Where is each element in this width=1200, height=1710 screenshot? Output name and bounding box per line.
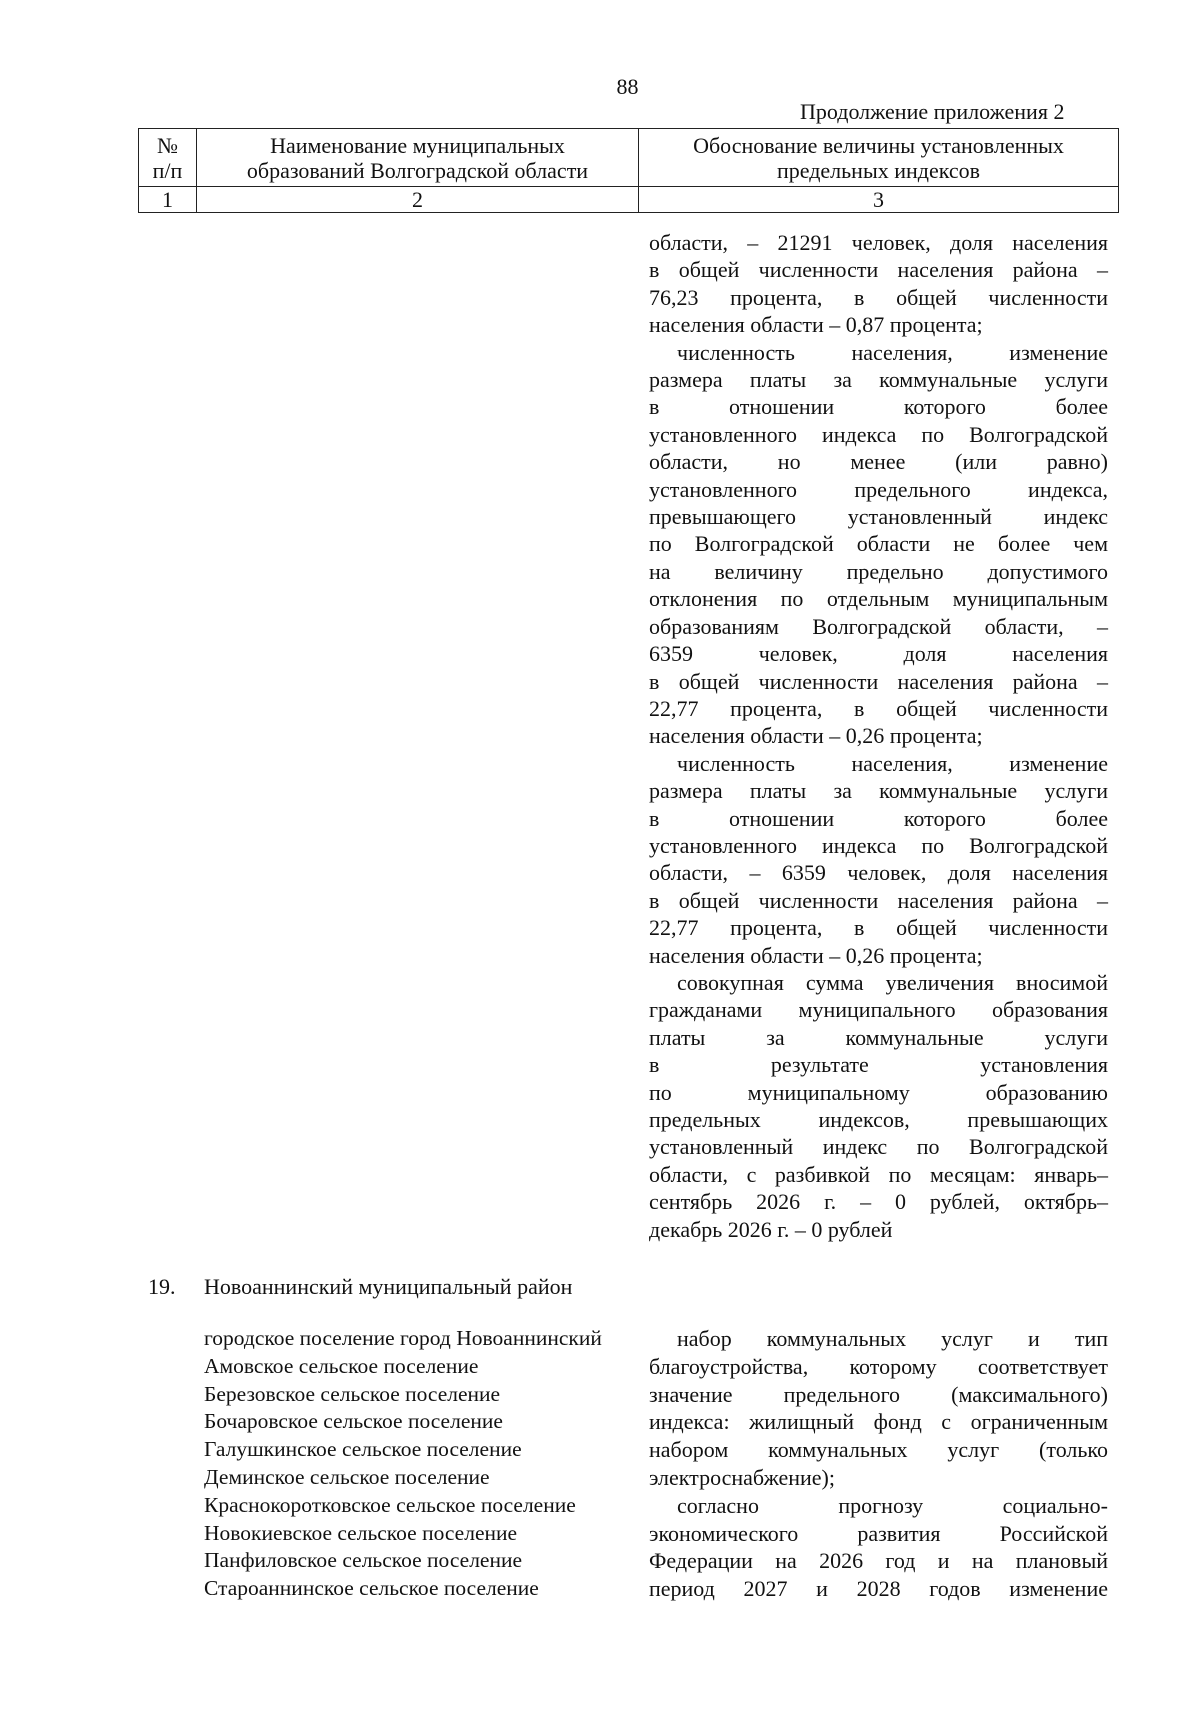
- col3-header-line: Обоснование величины установленных: [693, 132, 1064, 158]
- text-line: сентябрь 2026 г. – 0 рублей, октябрь–: [649, 1189, 1108, 1215]
- paragraph: [649, 229, 1108, 339]
- text-line: 22,77 процента, в общей численности: [649, 695, 1108, 721]
- item-number: 19.: [148, 1274, 176, 1299]
- column-number-row: [139, 187, 1119, 213]
- list-item: Панфиловское сельское поселение: [204, 1548, 523, 1573]
- text-line: платы за коммунальные услуги: [649, 1024, 1108, 1050]
- text-line: установленного индекса по Волгоградской: [649, 832, 1108, 858]
- text-line: на величину предельно допустимого: [649, 558, 1108, 584]
- text-line: в общей численности населения района –: [649, 668, 1108, 694]
- text-line: установленного предельного индекса,: [649, 476, 1108, 502]
- text-line: период 2027 и 2028 годов изменение: [649, 1576, 1108, 1602]
- col2-header-line: Наименование муниципальных: [270, 132, 565, 158]
- settlement-list: [204, 1325, 602, 1603]
- text-line: в общей численности населения района –: [649, 887, 1108, 913]
- text-line: гражданами муниципального образования: [649, 997, 1108, 1023]
- list-item: Староаннинское сельское поселение: [204, 1576, 539, 1601]
- column3-continuation: [649, 229, 1108, 1243]
- text-line: области, – 21291 человек, доля населения: [649, 230, 1108, 255]
- col1-header-line: №: [157, 132, 178, 158]
- text-line: экономического развития Российской: [649, 1520, 1108, 1546]
- text-line: установленного индекса по Волгоградской: [649, 421, 1108, 447]
- paragraph: [649, 339, 1108, 750]
- col-number-3: 3: [639, 187, 1119, 213]
- text-line: отклонения по отдельным муниципальным: [649, 586, 1108, 612]
- paragraph: [649, 1325, 1108, 1492]
- text-line: области, с разбивкой по месяцам: январь–: [649, 1161, 1108, 1187]
- col2-header-line: образований Волгоградской области: [246, 157, 589, 183]
- header-table: [138, 128, 1119, 213]
- list-item: Березовское сельское поселение: [204, 1381, 501, 1406]
- text-line: превышающего установленный индекс: [649, 504, 1108, 530]
- list-item: Галушкинское сельское поселение: [204, 1437, 522, 1462]
- text-line: 6359 человек, доля населения: [649, 641, 1108, 667]
- text-line: индекса: жилищный фонд с ограниченным: [649, 1409, 1108, 1435]
- text-line: области, – 6359 человек, доля населения: [649, 860, 1108, 886]
- text-line: по муниципальному образованию: [649, 1079, 1108, 1105]
- text-line: установленный индекс по Волгоградской: [649, 1134, 1108, 1160]
- text-line: 76,23 процента, в общей численности: [649, 284, 1108, 310]
- col1-header: [139, 129, 197, 187]
- text-line: населения области – 0,26 процента;: [649, 942, 983, 968]
- col1-header-line: п/п: [152, 157, 183, 183]
- text-line: области, но менее (или равно): [649, 449, 1108, 475]
- municipality-name: Новоаннинский муниципальный район: [204, 1274, 573, 1299]
- text-line: населения области – 0,26 процента;: [649, 723, 983, 749]
- list-item: Новокиевское сельское поселение: [204, 1520, 518, 1545]
- continuation-label: Продолжение приложения 2: [800, 99, 1065, 124]
- paragraph: [649, 750, 1108, 969]
- text-line: согласно прогнозу социально-: [677, 1492, 1108, 1518]
- paragraph: [649, 969, 1108, 1243]
- text-line: набор коммунальных услуг и тип: [677, 1326, 1108, 1351]
- list-item: Деминское сельское поселение: [204, 1464, 490, 1489]
- col-number-1: 1: [139, 187, 197, 213]
- text-line: размера платы за коммунальные услуги: [649, 778, 1108, 804]
- text-line: совокупная сумма увеличения вносимой: [677, 969, 1108, 995]
- text-line: набором коммунальных услуг (только: [649, 1437, 1108, 1463]
- paragraph: [649, 1492, 1108, 1603]
- col-number-2: 2: [197, 187, 639, 213]
- text-line: в общей численности населения района –: [649, 257, 1108, 283]
- text-line: численность населения, изменение: [677, 339, 1108, 365]
- text-line: благоустройства, которому соответствует: [649, 1353, 1108, 1379]
- text-line: в результате установления: [649, 1052, 1108, 1078]
- item-19-justification: [649, 1325, 1108, 1603]
- list-item: Бочаровское сельское поселение: [204, 1409, 503, 1434]
- list-item: Амовское сельское поселение: [204, 1353, 479, 1378]
- text-line: значение предельного (максимального): [649, 1381, 1108, 1407]
- list-item: Краснокоротковское сельское поселение: [204, 1492, 576, 1517]
- col3-header-line: предельных индексов: [776, 157, 981, 183]
- text-line: предельных индексов, превышающих: [649, 1107, 1108, 1132]
- text-line: Федерации на 2026 год и на плановый: [649, 1548, 1108, 1574]
- text-line: в отношении которого более: [649, 805, 1108, 831]
- text-line: в отношении которого более: [649, 394, 1108, 420]
- text-line: численность населения, изменение: [677, 750, 1108, 776]
- text-line: 22,77 процента, в общей численности: [649, 915, 1108, 941]
- header-row: [139, 129, 1119, 187]
- text-line: электроснабжение);: [649, 1464, 835, 1490]
- text-line: населения области – 0,87 процента;: [649, 312, 983, 338]
- col2-header: [197, 129, 639, 187]
- list-item: городское поселение город Новоаннинский: [204, 1326, 602, 1350]
- text-line: размера платы за коммунальные услуги: [649, 367, 1108, 393]
- text-line: образованиям Волгоградской области, –: [649, 613, 1108, 639]
- text-line: по Волгоградской области не более чем: [649, 531, 1108, 557]
- text-line: декабрь 2026 г. – 0 рублей: [649, 1216, 893, 1242]
- col3-header: [639, 129, 1119, 187]
- page-number: 88: [616, 74, 639, 99]
